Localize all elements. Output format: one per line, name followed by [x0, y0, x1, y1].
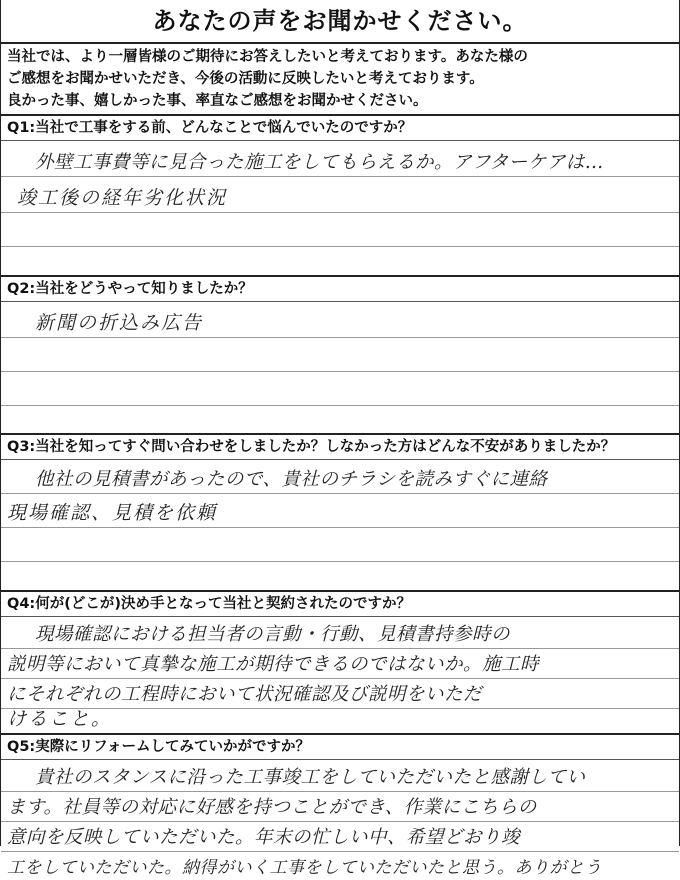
- handwritten-answer: 他社の見積書があったので、貴社のチラシを読みすぐに連絡: [35, 469, 548, 490]
- answer-line: [1, 141, 679, 177]
- handwritten-answer: けること。: [7, 708, 113, 730]
- handwritten-answer: 新聞の折込み広告: [35, 312, 204, 334]
- answer-line: [1, 338, 679, 372]
- intro-line: ご感想をお聞かせいただき、今後の活動に反映したいと考えております。: [7, 71, 484, 87]
- answer-line: [1, 528, 679, 562]
- answer-line: [1, 177, 679, 213]
- handwritten-answer: ます。社員等の対応に好感を持つことができ、作業にこちらの: [7, 797, 537, 818]
- handwritten-answer: 外壁工事費等に見合った施工をしてもらえるか。アフターケアは…: [35, 152, 604, 173]
- answer-line: [1, 760, 679, 792]
- answer-line: [1, 709, 679, 733]
- intro-line: 当社では、より一層皆様のご期待にお答えしたいと考えております。あなた様の: [7, 49, 528, 65]
- answer-line: [1, 406, 679, 433]
- answer-line: [1, 213, 679, 247]
- question-4-label: Q4:何が(どこが)決め手となって当社と契約されたのですか？: [1, 592, 679, 617]
- answer-line: [1, 372, 679, 406]
- question-3-section: [1, 435, 679, 592]
- question-1-label: Q1:当社で工事をする前、どんなことで悩んでいたのですか？: [1, 116, 679, 141]
- handwritten-answer: にそれぞれの工程時において状況確認及び説明をいただ: [7, 684, 483, 705]
- question-2-section: [1, 277, 679, 435]
- handwritten-answer: 意向を反映していただいた。年末の忙しい中、希望どおり竣: [7, 827, 521, 848]
- answer-line: [1, 494, 679, 528]
- answer-line: [1, 247, 679, 275]
- handwritten-answer: 現場確認、見積を依頼: [7, 502, 218, 524]
- handwritten-answer: 説明等において真摯な施工が期待できるのではないか。施工時: [7, 654, 540, 675]
- answer-line: [1, 302, 679, 338]
- handwritten-answer: 工をしていただいた。納得がいく工事をしていただいたと思う。ありがとう: [7, 858, 602, 878]
- answer-line: [1, 792, 679, 822]
- question-2-label: Q2:当社をどうやって知りましたか？: [1, 277, 679, 302]
- question-3-label: Q3:当社を知ってすぐ問い合わせをしましたか？しなかった方はどんな不安がありましたか？: [1, 435, 679, 460]
- handwritten-answer: 竣工後の経年劣化状況: [17, 187, 228, 209]
- page-title: あなたの声をお聞かせください。: [1, 0, 679, 44]
- question-5-label: Q5:実際にリフォームしてみていかがですか？: [1, 735, 679, 760]
- handwritten-answer: 貴社のスタンスに沿った工事竣工をしていただいたと感謝してい: [35, 767, 586, 788]
- question-4-section: [1, 592, 679, 735]
- question-5-section: [1, 735, 679, 880]
- answer-line: [1, 649, 679, 679]
- handwritten-answer: 現場確認における担当者の言動・行動、見積書持参時の: [35, 624, 511, 645]
- intro-text: [1, 44, 679, 116]
- answer-line: [1, 852, 679, 880]
- answer-line: [1, 460, 679, 494]
- answer-line: [1, 562, 679, 590]
- intro-line: 良かった事、嬉しかった事、率直なご感想をお聞かせください。: [7, 93, 428, 109]
- answer-line: [1, 617, 679, 649]
- answer-line: [1, 822, 679, 852]
- question-1-section: [1, 116, 679, 277]
